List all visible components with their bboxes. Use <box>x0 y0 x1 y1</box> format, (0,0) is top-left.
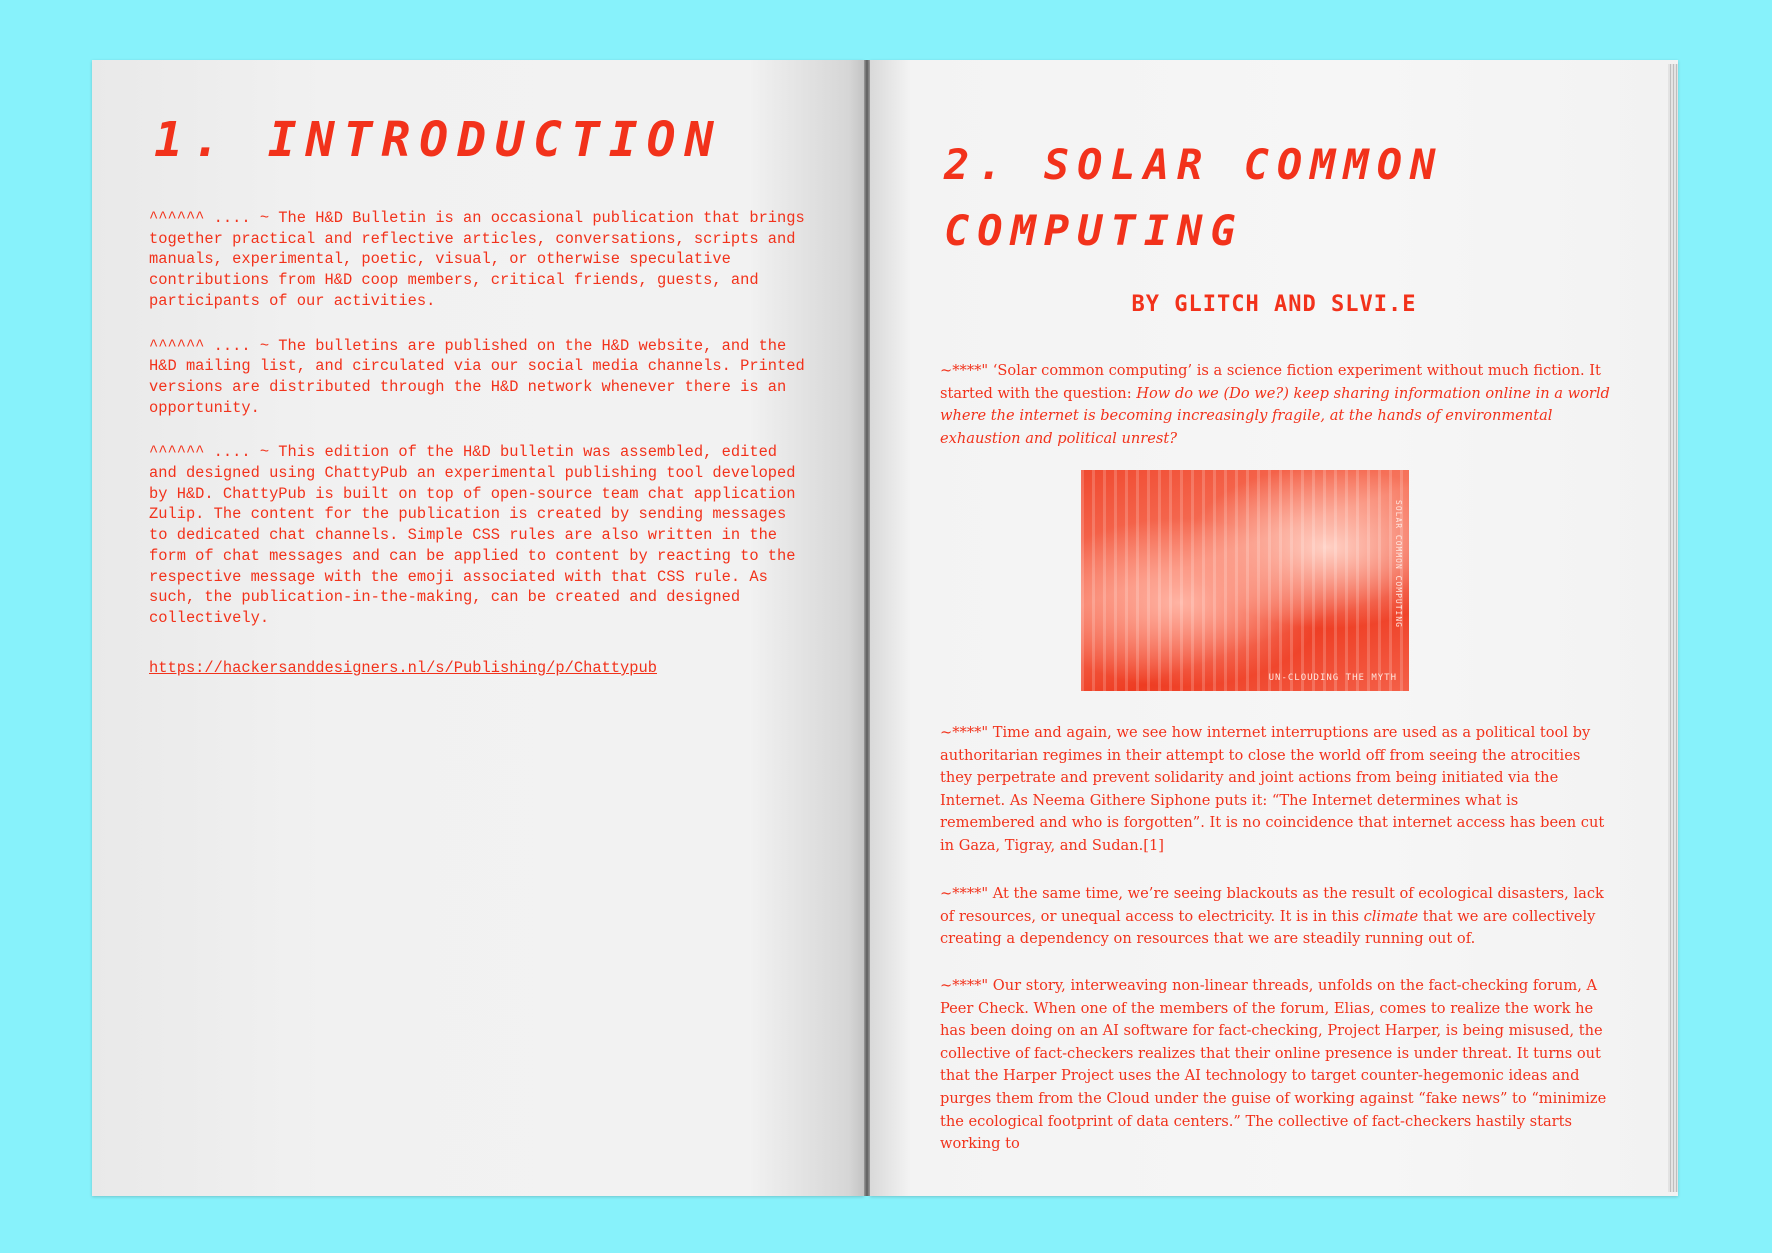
p3-climate: climate <box>1363 907 1419 925</box>
article-paragraph-4: ~****" Our story, interweaving non-linear threads, unfolds on the fact-checking forum, A Peer Check. When one of the members of the forum, Elias, comes to realize the work he has been doing on an AI software for fact-checking, Project Harper, is being misused, the collective of fact-checkers realizes that their online presence is under threat. It turns out that the Harper Project uses the AI technology to target counter-hegemonic ideas and purges them from the Cloud under the guise of working against “fake news” to “minimize the ecological footprint of data centers.” The collective of fact-checkers hastily starts working to <box>940 977 1607 1153</box>
article-paragraph-2: ~****" Time and again, we see how internet interruptions are used as a political tool by authoritarian regimes in their attempt to close the world off from seeing the atrocities they perpetrate and prevent solidarity and joint actions from being initiated via the Internet. As Neema Githere Siphone puts it: “The Internet determines what is remembered and who is forgotten”. It is no coincidence that internet access has been cut in Gaza, Tigray, and Sudan.[1] <box>940 724 1605 854</box>
p3-tail: that we are collectively creating a dependency on resources that we are steadily running out of. <box>940 907 1596 948</box>
byline: BY GLITCH AND SLVI.E <box>1131 292 1417 317</box>
introduction-body <box>149 208 809 653</box>
left-page <box>92 60 864 1196</box>
introduction-heading: 1. INTRODUCTION <box>154 112 723 168</box>
chattypub-link[interactable]: https://hackersanddesigners.nl/s/Publishing/p/Chattypub <box>149 659 657 677</box>
intro-paragraph-1: ^^^^^^ .... ~ The H&D Bulletin is an occasional publication that brings together practical and reflective articles, conversations, scripts and manuals, experimental, poetic, visual, or otherwise speculative contributions from H&D coop members, critical friends, guests, and participants of our activities. <box>149 209 805 310</box>
risograph-photo <box>1081 470 1409 691</box>
p3-lead: ~****" At the same time, we’re seeing blackouts as the result of ecological disasters, lack of resources, or unequal access to electricity. It is in this <box>940 885 1604 925</box>
right-page <box>870 60 1678 1196</box>
intro-paragraph-3: ^^^^^^ .... ~ This edition of the H&D bulletin was assembled, edited and designed using ChattyPub an experimental publishing tool developed by H&D. ChattyPub is built on top of open-source team chat application Zulip. The content for the publication is created by sending messages to dedicated chat channels. Simple CSS rules are also written in the form of chat messages and can be applied to content by reacting to the respective message with the emoji associated with that CSS rule. As such, the publication-in-the-making, can be created and designed collectively. <box>149 443 796 627</box>
photo-side-text: SOLAR COMMON COMPUTING <box>1394 500 1403 628</box>
booklet-spread <box>92 60 1678 1196</box>
intro-paragraph-2: ^^^^^^ .... ~ The bulletins are published on the H&D website, and the H&D mailing list, and circulated via our social media channels. Printed versions are distributed through the H&D network whenever there is an opportunity. <box>149 336 805 417</box>
article-paragraph-1 <box>940 360 1610 450</box>
solar-common-computing-heading: 2. SOLAR COMMON COMPUTING <box>944 140 1444 255</box>
photo-caption: UN-CLOUDING THE MYTH <box>1268 673 1397 683</box>
p1-question: How do we (Do we?) keep sharing information online in a world where the internet is becoming increasingly fragile, at the hands of environmental exhaustion and political unrest? <box>940 384 1610 447</box>
article-paragraph-3 <box>940 883 1610 951</box>
page-edges <box>1668 64 1678 1192</box>
p1-lead: ~****" ‘Solar common computing’ is a science fiction experiment without much fiction. It started with the question: <box>940 362 1601 402</box>
